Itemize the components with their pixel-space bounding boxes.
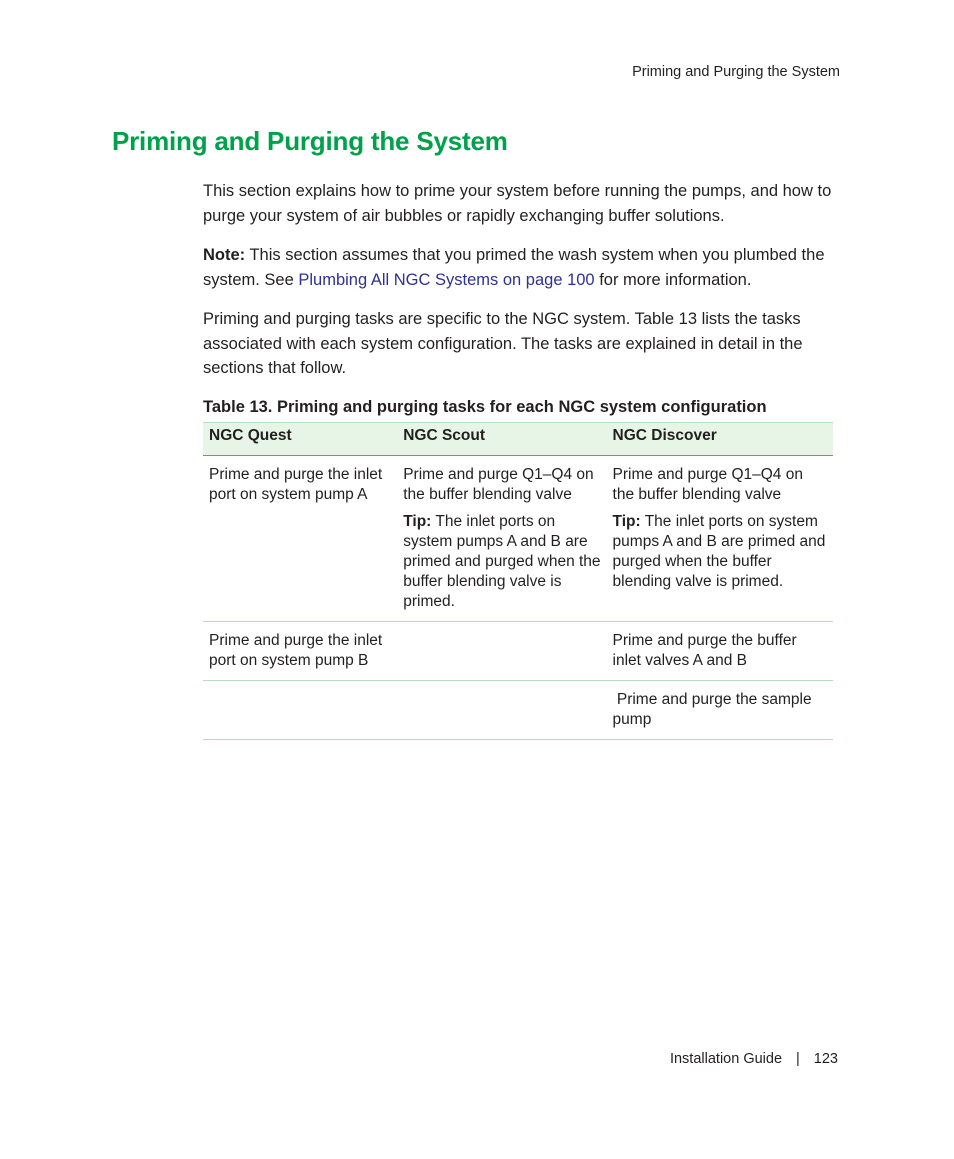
table-cell-scout [397, 621, 606, 680]
footer-separator: | [796, 1051, 800, 1067]
table-cell-quest: Prime and purge the inlet port on system pump A [203, 455, 397, 621]
table-row [203, 455, 833, 621]
table-cell-quest [203, 680, 397, 739]
table-cell-scout [397, 680, 606, 739]
tip [613, 512, 827, 592]
page-number: 123 [813, 1051, 838, 1067]
note-text-before: This section assumes that you primed the wash system when you plumbed the system. See [203, 246, 825, 289]
table-cell-discover: Prime and purge the sample pump [607, 680, 833, 739]
tip-text: The inlet ports on system pumps A and B are primed and purged when the buffer blending valve is primed. [612, 512, 826, 590]
note-label: Note: [203, 246, 246, 264]
cell-text: Prime and purge Q1–Q4 on the buffer blending valve [403, 465, 594, 503]
tip-label: Tip: [612, 512, 641, 530]
note-paragraph [203, 243, 835, 292]
footer-guide-title: Installation Guide [669, 1051, 783, 1067]
page-footer [670, 1051, 838, 1067]
tasks-table [203, 422, 833, 740]
section-title: Priming and Purging the System [112, 126, 508, 156]
plumbing-link[interactable]: Plumbing All NGC Systems on page 100 [298, 270, 595, 289]
table-cell-discover: Prime and purge the buffer inlet valves A and B [607, 621, 833, 680]
note-text-after: for more information. [594, 270, 752, 289]
column-header-discover: NGC Discover [607, 422, 833, 455]
column-header-scout: NGC Scout [397, 422, 606, 455]
table-row [203, 680, 833, 739]
table-cell-quest: Prime and purge the inlet port on system pump B [203, 621, 397, 680]
table-row [203, 621, 833, 680]
table-header-row [203, 422, 833, 455]
intro-paragraph: This section explains how to prime your system before running the pumps, and how to purge your system of air bubbles or rapidly exchanging buffer solutions. [203, 182, 832, 225]
tip-label: Tip: [403, 512, 432, 530]
cell-text: Prime and purge Q1–Q4 on the buffer blending valve [612, 465, 803, 503]
tip-text: The inlet ports on system pumps A and B are primed and purged when the buffer blending valve is primed. [403, 512, 601, 610]
content-body [203, 179, 835, 740]
table-cell-scout [397, 455, 606, 621]
table-caption: Table 13. Priming and purging tasks for each NGC system configuration [203, 397, 767, 416]
table-cell-discover [607, 455, 833, 621]
tasks-paragraph: Priming and purging tasks are specific to the NGC system. Table 13 lists the tasks associated with each system configuration. The tasks are explained in detail in the sections that follow. [203, 310, 803, 377]
tip [403, 512, 600, 612]
column-header-quest: NGC Quest [203, 422, 397, 455]
running-header: Priming and Purging the System [632, 64, 840, 80]
